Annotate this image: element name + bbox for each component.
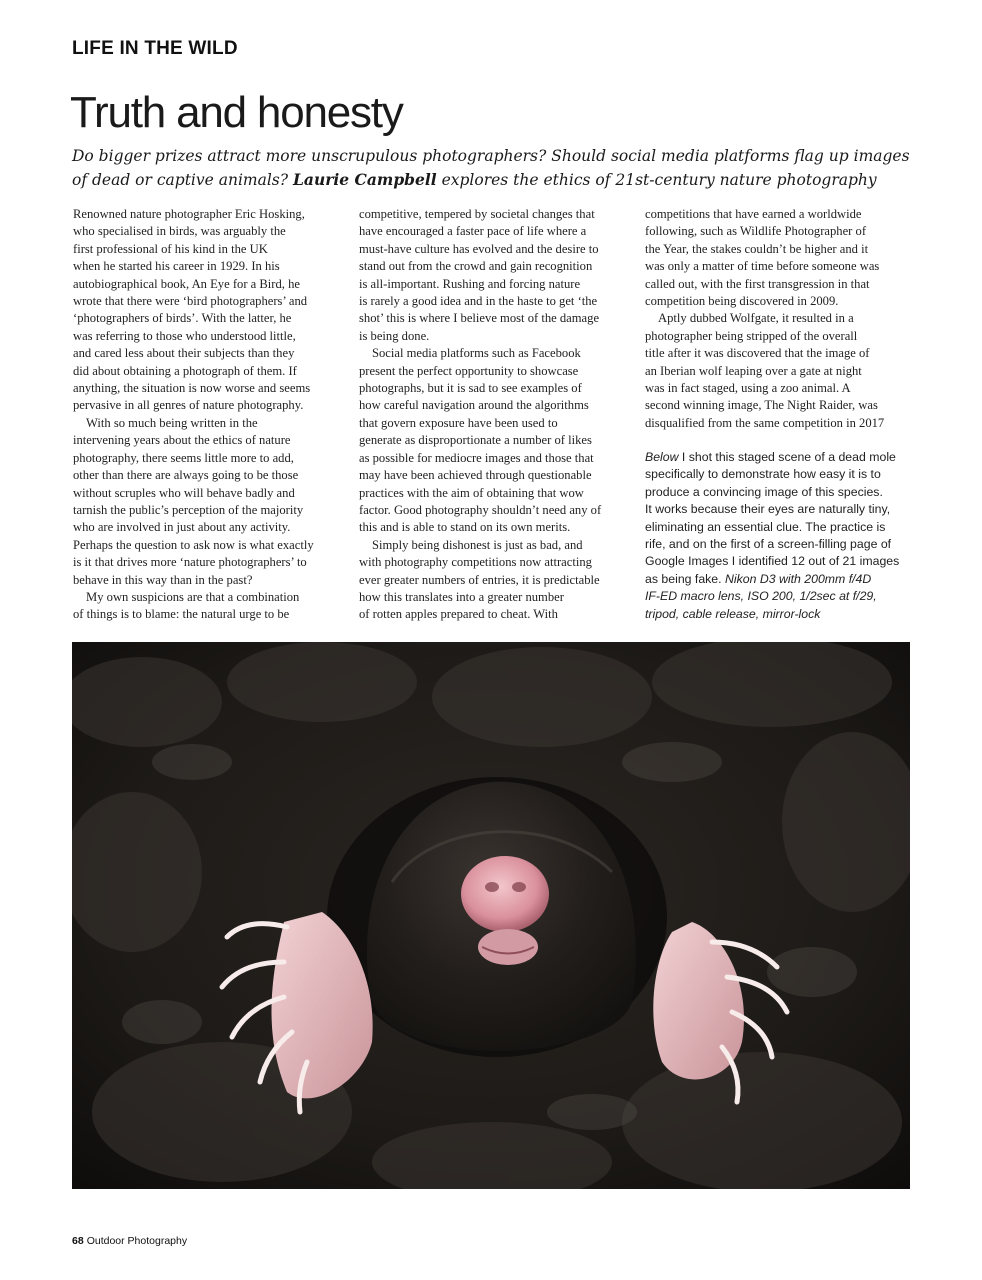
body-line: Renowned nature photographer Eric Hosking, [73,207,305,221]
body-line: how careful navigation around the algorithms [359,398,589,413]
body-line: Social media platforms such as Facebook [372,346,581,361]
body-line: stand out from the crowd and gain recognition [359,259,593,274]
page-number: 68 [72,1235,84,1247]
body-line: as possible for mediocre images and those that [359,450,594,465]
body-line: ‘photographers of birds’. With the latter, he [73,311,292,326]
body-line: Perhaps the question to ask now is what exactly [73,537,314,552]
body-line: photography, there seems little more to add, [73,450,294,465]
caption-line: as being fake. [645,571,722,586]
body-line: practices with the aim of obtaining that wow [359,485,584,500]
page-footer [72,1235,187,1247]
body-line: competitive, tempered by societal changes that [359,207,595,221]
body-line: this and is able to stand on its own merits. [359,520,571,535]
body-line: of things is to blame: the natural urge to be [73,607,290,622]
caption-line: specifically to demonstrate how easy it is to [645,467,881,482]
body-line: called out, with the first transgression in that [645,276,870,291]
body-column-2 [359,206,627,624]
body-line: other than there are always going to be those [73,468,299,483]
body-line: behave in this way than in the past? [73,572,253,587]
caption-lead: Below [645,450,679,464]
body-line: second winning image, The Night Raider, was [645,398,878,413]
body-line: photographs, but it is sad to see examples of [359,381,582,396]
mole-illustration [72,642,910,1189]
standfirst-text: Do bigger prizes attract more unscrupulous photographers? Should social media platforms flag up images of dead or captive animals? [72,147,910,189]
article-title: Truth and honesty [70,88,403,137]
body-line: anything, the situation is now worse and seems [73,381,311,396]
caption-line: produce a convincing image of this species. [645,484,883,499]
body-line: was only a matter of time before someone was [645,259,880,274]
mole-photo [72,642,910,1189]
body-line: and cared less about their subjects than they [73,346,295,361]
caption-line: eliminating an essential clue. The practice is [645,519,886,534]
body-line: factor. Good photography shouldn’t need any of [359,502,602,517]
caption-line: I shot this staged scene of a dead mole [681,450,896,464]
body-line: My own suspicions are that a combination [86,589,300,604]
body-line: is it that drives more ‘nature photographers’ to [73,555,307,570]
body-line: competitions that have earned a worldwide [645,207,862,221]
body-line: did about obtaining a photograph of them. If [73,363,297,378]
body-line: Simply being dishonest is just as bad, and [372,537,583,552]
caption-tech: Nikon D3 with 200mm f/4D [725,571,872,586]
author-name: Laurie Campbell [293,170,437,189]
body-line: an Iberian wolf leaping over a gate at night [645,363,862,378]
body-line: how this translates into a greater number [359,589,564,604]
body-column-1 [73,206,341,624]
body-line: first professional of his kind in the UK [73,241,268,256]
body-line: was referring to those who understood little, [73,328,296,343]
body-line: shot’ this is where I believe most of the damage [359,311,600,326]
body-line: with photography competitions now attracting [359,555,592,570]
body-line: following, such as Wildlife Photographer of [645,224,867,239]
body-line: competition being discovered in 2009. [645,294,839,309]
standfirst-text-end: explores the ethics of 21st-century nature photography [441,171,877,189]
body-line: generate as disproportionate a number of likes [359,433,592,448]
caption-line: rife, and on the first of a screen-filling page of [645,537,892,552]
body-line: disqualified from the same competition in 2017 [645,415,885,430]
publication-name: Outdoor Photography [86,1235,188,1247]
caption-tech: tripod, cable release, mirror-lock [645,606,821,621]
body-line: pervasive in all genres of nature photography. [73,398,304,413]
standfirst [72,145,912,192]
body-line: may have been achieved through questionable [359,468,592,483]
body-line: must-have culture has evolved and the desire to [359,241,599,256]
caption-line: Google Images I identified 12 out of 21 images [645,554,900,569]
body-line: ever greater numbers of entries, it is predictable [359,572,600,587]
body-line: is all-important. Rushing and forcing nature [359,276,581,291]
body-line: have encouraged a faster pace of life where a [359,224,587,239]
body-line: Aptly dubbed Wolfgate, it resulted in a [658,311,854,326]
body-line: was in fact staged, using a zoo animal. A [645,381,851,396]
body-column-3 [645,206,913,432]
body-line: present the perfect opportunity to showcase [359,363,579,378]
section-label: LIFE IN THE WILD [72,38,238,59]
body-line: who specialised in birds, was arguably the [73,224,286,239]
body-line: is being done. [359,328,430,343]
body-line: the Year, the stakes couldn’t be higher and it [645,241,869,256]
body-line: without scruples who will behave badly and [73,485,295,500]
photo-caption [645,449,913,623]
body-line: wrote that there were ‘bird photographers’ and [73,294,308,309]
body-line: tarnish the public’s perception of the majority [73,502,304,517]
body-line: intervening years about the ethics of nature [73,433,291,448]
body-line: title after it was discovered that the image of [645,346,870,361]
body-line: when he started his career in 1929. In his [73,259,280,274]
body-line: who are involved in just about any activity. [73,520,291,535]
caption-tech: IF-ED macro lens, ISO 200, 1/2sec at f/29, [645,589,877,604]
body-line: photographer being stripped of the overall [645,328,858,343]
body-line: that govern exposure have been used to [359,415,558,430]
body-line: is rarely a good idea and in the haste to get ‘the [359,294,598,309]
caption-line: It works because their eyes are naturally tiny, [645,502,891,517]
body-line: of rotten apples prepared to cheat. With [359,607,558,622]
body-line: autobiographical book, An Eye for a Bird, he [73,276,300,291]
body-line: With so much being written in the [86,415,258,430]
